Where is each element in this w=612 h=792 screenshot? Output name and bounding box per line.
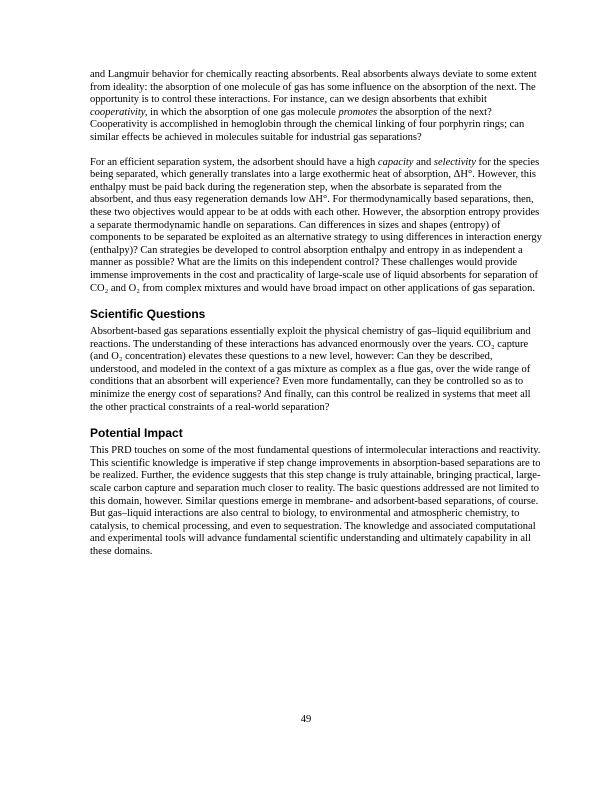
emphasis-selectivity: selectivity [433, 156, 476, 168]
heading-potential-impact: Potential Impact [90, 426, 183, 441]
paragraph-text: For an efficient separation system, the adsorbent should have a high [90, 156, 378, 168]
paragraph-text: and Langmuir behavior for chemically reacting absorbents. Real absorbents always deviate to some extent from ideality: the absorption of one molecule of gas has some influence on the absorption of the next. The opportunity is to control these interactions. For instance, can we design absorbents that exhibit [90, 69, 537, 106]
paragraph-text: in which the absorption of one gas molecule [147, 106, 339, 118]
paragraph-langmuir [90, 69, 543, 145]
emphasis-promotes: promotes [338, 106, 378, 118]
page-number: 49 [300, 714, 312, 725]
paragraph-text: for the species being separated, which generally translates into a large exothermic heat of absorption, ΔH°. However, this enthalpy must be paid back during the regeneration step, when the absorbate is separated from the absorbent, and thus easy regeneration demands low ΔH°. For thermodynamically based separations, then, these two objectives would appear to be at odds with each other. However, the absorption entropy provides a separate thermodynamic handle on separations. Can differences in sizes and shapes (entropy) of components to be separated be exploited as an alternative strategy to using differences in interaction energy (enthalpy)? Can strategies be developed to control absorption enthalpy and entropy in as independent a manner as possible? What are the limits on this independent control? These challenges would provide immense improvements in the cost and practicality of large-scale use of liquid absorbents for separation of CO₂ and O₂ from complex mixtures and would have broad impact on other applications of gas separation. [90, 156, 542, 294]
emphasis-capacity: capacity [377, 156, 414, 168]
heading-scientific-questions: Scientific Questions [90, 307, 206, 322]
paragraph-efficient-separation [90, 157, 543, 296]
paragraph-text: the absorption of the next? Cooperativity is accomplished in hemoglobin through the chemical linking of four porphyrin rings; can similar effects be achieved in molecules suitable for industrial gas separations? [90, 106, 525, 143]
emphasis-cooperativity: cooperativity, [90, 106, 148, 118]
paragraph-text: and [413, 156, 434, 168]
paragraph-scientific-questions: Absorbent-based gas separations essentially exploit the physical chemistry of gas–liquid equilibrium and reactions. The understanding of these interactions has advanced enormously over the years. CO₂ capture (and O₂ concentration) elevates these questions to a new level, however: Can they be described, understood, and modeled in the context of a gas mixture as complex as a flue gas, over the wide range of conditions that an absorbent will experience? Even more fundamentally, can they be controlled so as to minimize the energy cost of separations? And finally, can this control be realized in systems that meet all the other practical constraints of a real-world separation? [90, 326, 531, 413]
paragraph-potential-impact: This PRD touches on some of the most fundamental questions of intermolecular interactions and reactivity. This scientific knowledge is imperative if step change improvements in absorption-based separations are to be realized. Further, the evidence suggests that this step change is truly attainable, bringing practical, large-scale carbon capture and separation much closer to reality. The basic questions addressed are not limited to this domain, however. Similar questions emerge in membrane- and adsorbent-based separations, of course. But gas–liquid interactions are also central to biology, to environmental and atmospheric chemistry, to catalysis, to chemical processing, and even to sequestration. The knowledge and associated computational and experimental tools will advance fundamental scientific understanding and ultimately capability in all these domains. [90, 445, 541, 557]
page-body [90, 69, 543, 571]
